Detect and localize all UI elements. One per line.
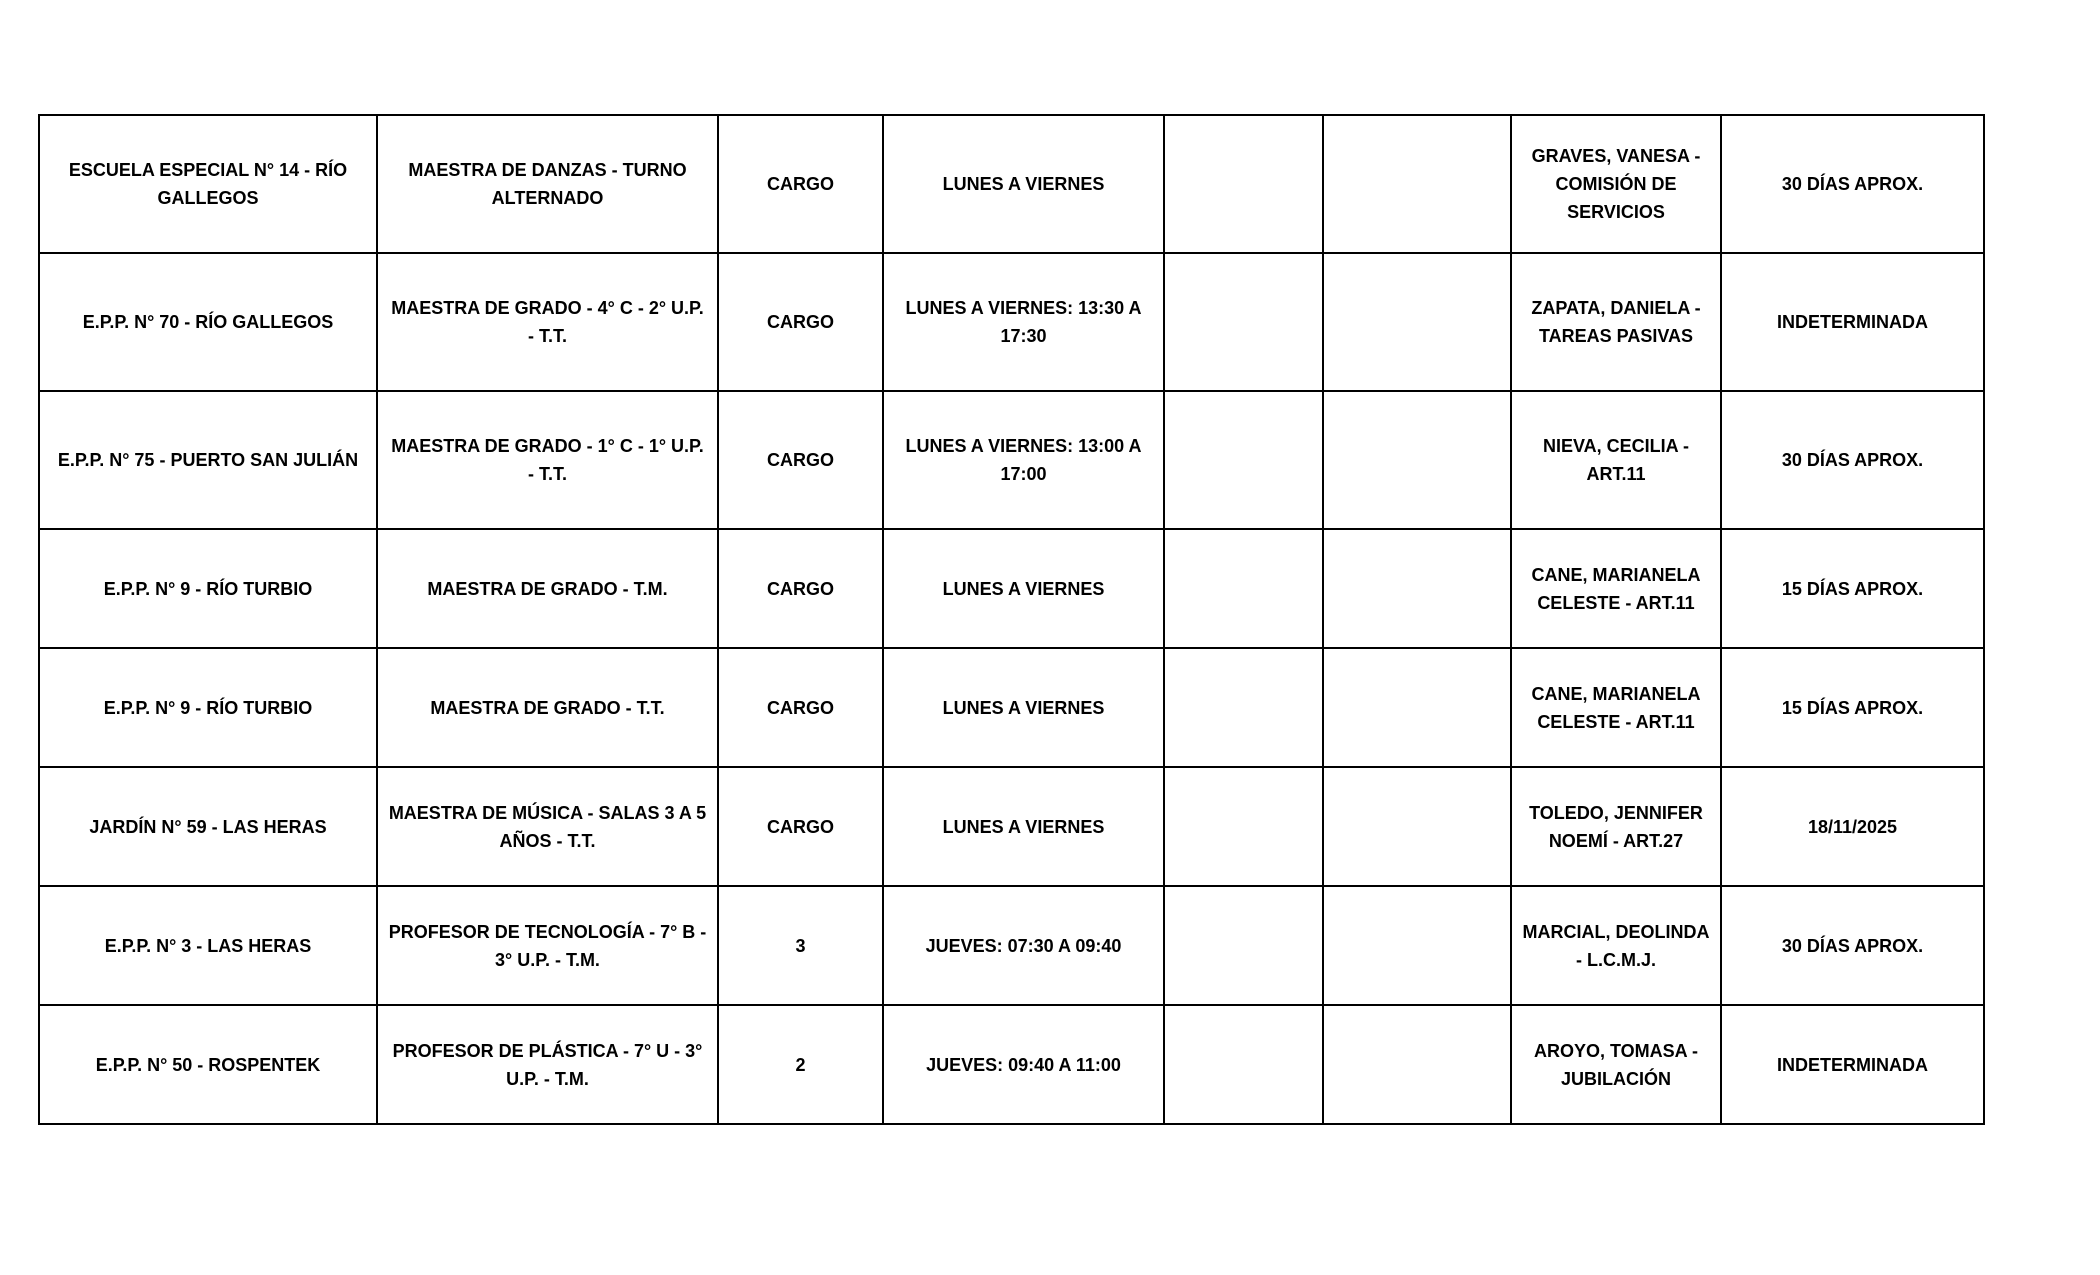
holder-cell: ZAPATA, DANIELA - TAREAS PASIVAS <box>1511 253 1721 391</box>
school-cell: E.P.P. N° 9 - RÍO TURBIO <box>39 648 377 767</box>
schedule-cell: LUNES A VIERNES: 13:30 A 17:30 <box>883 253 1164 391</box>
position-cell: PROFESOR DE TECNOLOGÍA - 7° B - 3° U.P. - T.M. <box>377 886 718 1005</box>
holder-cell: CANE, MARIANELA CELESTE - ART.11 <box>1511 529 1721 648</box>
table-row <box>39 253 1984 391</box>
holder-cell: AROYO, TOMASA - JUBILACIÓN <box>1511 1005 1721 1124</box>
table-row <box>39 391 1984 529</box>
school-cell: JARDÍN N° 59 - LAS HERAS <box>39 767 377 886</box>
type-cell: CARGO <box>718 391 883 529</box>
empty-cell <box>1164 1005 1323 1124</box>
schedule-cell: JUEVES: 09:40 A 11:00 <box>883 1005 1164 1124</box>
table-row <box>39 115 1984 253</box>
duration-cell: 30 DÍAS APROX. <box>1721 886 1984 1005</box>
holder-cell: TOLEDO, JENNIFER NOEMÍ - ART.27 <box>1511 767 1721 886</box>
school-cell: E.P.P. N° 70 - RÍO GALLEGOS <box>39 253 377 391</box>
holder-cell: GRAVES, VANESA - COMISIÓN DE SERVICIOS <box>1511 115 1721 253</box>
type-cell: 2 <box>718 1005 883 1124</box>
schedule-cell: LUNES A VIERNES <box>883 648 1164 767</box>
empty-cell <box>1323 253 1511 391</box>
duration-cell: 18/11/2025 <box>1721 767 1984 886</box>
table-row <box>39 886 1984 1005</box>
type-cell: CARGO <box>718 115 883 253</box>
empty-cell <box>1323 886 1511 1005</box>
position-cell: MAESTRA DE MÚSICA - SALAS 3 A 5 AÑOS - T.T. <box>377 767 718 886</box>
empty-cell <box>1164 115 1323 253</box>
type-cell: CARGO <box>718 767 883 886</box>
vacancy-table <box>38 114 1985 1125</box>
empty-cell <box>1323 115 1511 253</box>
position-cell: PROFESOR DE PLÁSTICA - 7° U - 3° U.P. - T.M. <box>377 1005 718 1124</box>
type-cell: 3 <box>718 886 883 1005</box>
holder-cell: CANE, MARIANELA CELESTE - ART.11 <box>1511 648 1721 767</box>
empty-cell <box>1164 886 1323 1005</box>
position-cell: MAESTRA DE GRADO - T.M. <box>377 529 718 648</box>
position-cell: MAESTRA DE GRADO - T.T. <box>377 648 718 767</box>
holder-cell: NIEVA, CECILIA - ART.11 <box>1511 391 1721 529</box>
empty-cell <box>1323 648 1511 767</box>
table-row <box>39 648 1984 767</box>
table-row <box>39 529 1984 648</box>
school-cell: ESCUELA ESPECIAL N° 14 - RÍO GALLEGOS <box>39 115 377 253</box>
holder-cell: MARCIAL, DEOLINDA - L.C.M.J. <box>1511 886 1721 1005</box>
duration-cell: INDETERMINADA <box>1721 1005 1984 1124</box>
duration-cell: 15 DÍAS APROX. <box>1721 529 1984 648</box>
empty-cell <box>1164 767 1323 886</box>
schedule-cell: LUNES A VIERNES <box>883 529 1164 648</box>
type-cell: CARGO <box>718 253 883 391</box>
school-cell: E.P.P. N° 75 - PUERTO SAN JULIÁN <box>39 391 377 529</box>
duration-cell: 30 DÍAS APROX. <box>1721 391 1984 529</box>
duration-cell: 15 DÍAS APROX. <box>1721 648 1984 767</box>
empty-cell <box>1323 767 1511 886</box>
table-row <box>39 1005 1984 1124</box>
position-cell: MAESTRA DE GRADO - 4° C - 2° U.P. - T.T. <box>377 253 718 391</box>
type-cell: CARGO <box>718 648 883 767</box>
school-cell: E.P.P. N° 50 - ROSPENTEK <box>39 1005 377 1124</box>
position-cell: MAESTRA DE DANZAS - TURNO ALTERNADO <box>377 115 718 253</box>
duration-cell: INDETERMINADA <box>1721 253 1984 391</box>
empty-cell <box>1323 391 1511 529</box>
type-cell: CARGO <box>718 529 883 648</box>
table-row <box>39 767 1984 886</box>
school-cell: E.P.P. N° 9 - RÍO TURBIO <box>39 529 377 648</box>
empty-cell <box>1323 529 1511 648</box>
schedule-cell: LUNES A VIERNES: 13:00 A 17:00 <box>883 391 1164 529</box>
schedule-cell: LUNES A VIERNES <box>883 115 1164 253</box>
duration-cell: 30 DÍAS APROX. <box>1721 115 1984 253</box>
empty-cell <box>1323 1005 1511 1124</box>
empty-cell <box>1164 391 1323 529</box>
schedule-cell: LUNES A VIERNES <box>883 767 1164 886</box>
empty-cell <box>1164 648 1323 767</box>
position-cell: MAESTRA DE GRADO - 1° C - 1° U.P. - T.T. <box>377 391 718 529</box>
school-cell: E.P.P. N° 3 - LAS HERAS <box>39 886 377 1005</box>
schedule-cell: JUEVES: 07:30 A 09:40 <box>883 886 1164 1005</box>
empty-cell <box>1164 529 1323 648</box>
empty-cell <box>1164 253 1323 391</box>
